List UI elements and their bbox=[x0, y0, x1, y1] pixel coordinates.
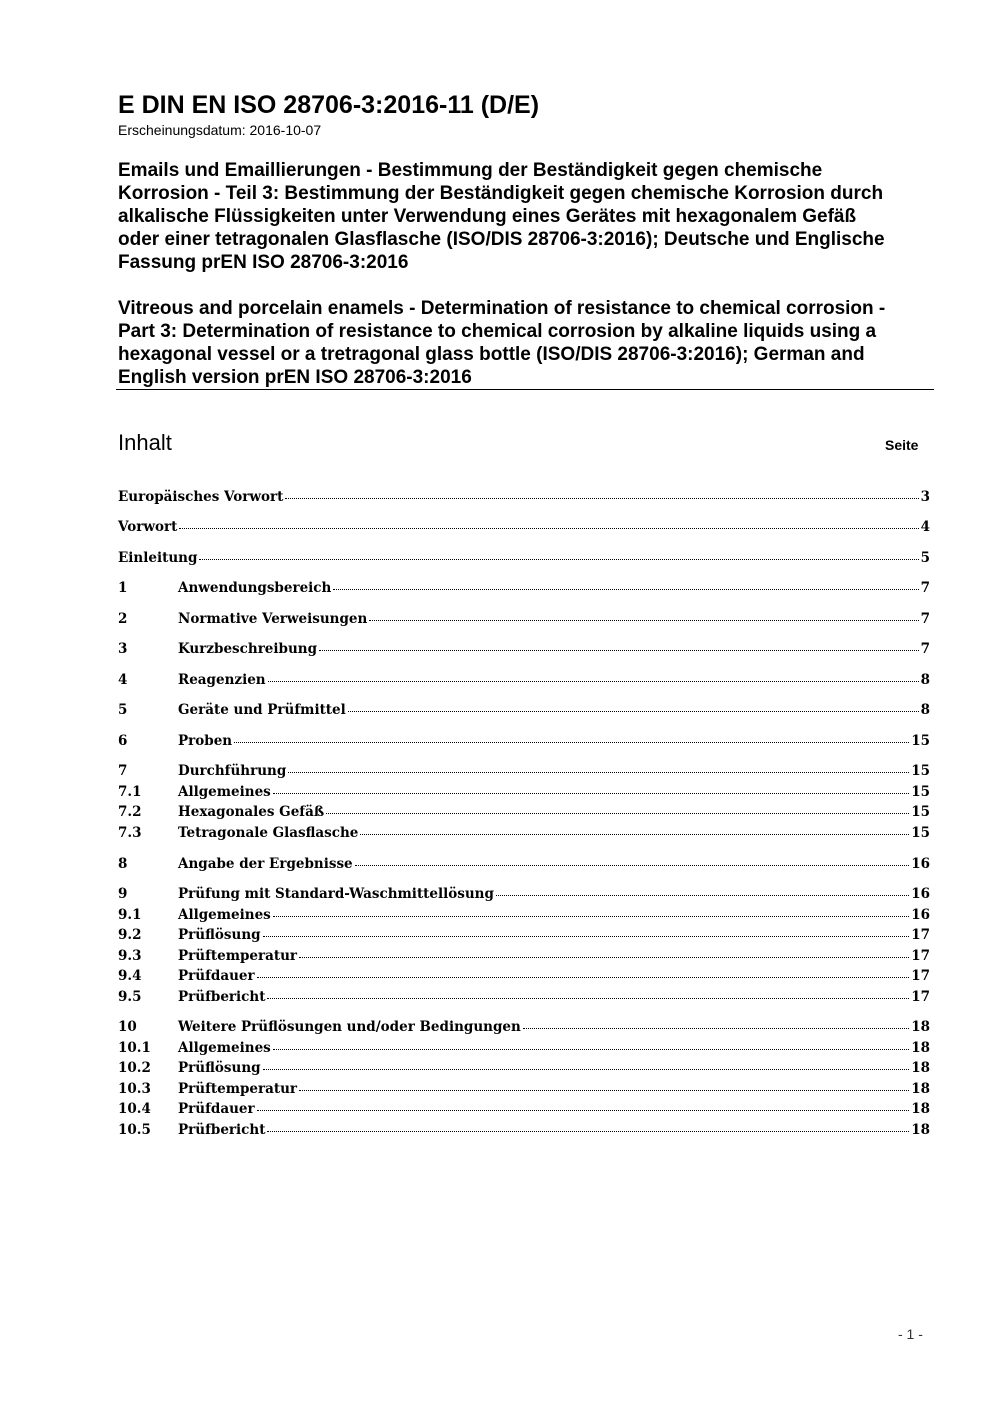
toc-entry-page: 8 bbox=[920, 672, 930, 688]
toc-dot-leader bbox=[299, 1089, 909, 1091]
toc-entry-title: Allgemeines bbox=[178, 784, 271, 800]
german-title-line: Fassung prEN ISO 28706-3:2016 bbox=[118, 252, 409, 273]
toc-entry-title: Einleitung bbox=[118, 550, 198, 566]
toc-entry-page: 16 bbox=[911, 886, 930, 902]
toc-entry-title: Tetragonale Glasflasche bbox=[178, 825, 359, 841]
toc-entry-number: 8 bbox=[118, 856, 128, 872]
toc-entry[interactable] bbox=[118, 700, 930, 720]
toc-dot-leader bbox=[326, 812, 909, 814]
toc-entry-title: Prüfbericht bbox=[178, 989, 266, 1005]
toc-entry-page: 17 bbox=[911, 948, 930, 964]
title-divider bbox=[116, 389, 934, 390]
toc-dot-leader bbox=[333, 588, 918, 590]
toc-entry[interactable] bbox=[118, 782, 930, 802]
toc-dot-leader bbox=[234, 741, 909, 743]
german-title-line: oder einer tetragonalen Glasflasche (ISO/DIS 28706-3:2016); Deutsche und Englische bbox=[118, 229, 885, 250]
toc-entry-number: 7 bbox=[118, 763, 128, 779]
toc-dot-leader bbox=[268, 680, 919, 682]
toc-entry-page: 18 bbox=[911, 1060, 930, 1076]
toc-entry-title: Angabe der Ergebnisse bbox=[178, 856, 353, 872]
german-title-line: Korrosion - Teil 3: Bestimmung der Beständigkeit gegen chemische Korrosion durch bbox=[118, 183, 884, 204]
english-title-line: hexagonal vessel or a tretragonal glass bottle (ISO/DIS 28706-3:2016); German and bbox=[118, 344, 865, 365]
toc-entry-number: 7.3 bbox=[118, 825, 142, 841]
toc-entry-title: Prüfdauer bbox=[178, 968, 255, 984]
toc-entry[interactable] bbox=[118, 517, 930, 537]
toc-entry-title: Durchführung bbox=[178, 763, 287, 779]
toc-entry[interactable] bbox=[118, 1079, 930, 1099]
toc-entry-page: 18 bbox=[911, 1122, 930, 1138]
toc-entry-page: 15 bbox=[911, 733, 930, 749]
toc-dot-leader bbox=[273, 1048, 909, 1050]
toc-entry-page: 17 bbox=[911, 989, 930, 1005]
toc-dot-leader bbox=[267, 1130, 909, 1132]
toc-entry-page: 18 bbox=[911, 1081, 930, 1097]
toc-entry[interactable] bbox=[118, 670, 930, 690]
toc-entry-title: Allgemeines bbox=[178, 1040, 271, 1056]
toc-entry-title: Geräte und Prüfmittel bbox=[178, 702, 346, 718]
toc-entry[interactable] bbox=[118, 823, 930, 843]
page-number: - 1 - bbox=[898, 1326, 923, 1342]
toc-entry[interactable] bbox=[118, 987, 930, 1007]
toc-dot-leader bbox=[319, 649, 919, 651]
toc-entry-title: Kurzbeschreibung bbox=[178, 641, 318, 657]
toc-dot-leader bbox=[273, 915, 909, 917]
toc-entry[interactable] bbox=[118, 1058, 930, 1078]
toc-entry-number: 7.2 bbox=[118, 804, 142, 820]
toc-entry-page: 7 bbox=[920, 611, 930, 627]
toc-entry-number: 9.3 bbox=[118, 948, 142, 964]
publication-date: Erscheinungsdatum: 2016-10-07 bbox=[118, 122, 322, 138]
toc-dot-leader bbox=[273, 792, 909, 794]
toc-dot-leader bbox=[288, 771, 909, 773]
toc-entry[interactable] bbox=[118, 731, 930, 751]
toc-entry-page: 15 bbox=[911, 825, 930, 841]
toc-entry-number: 10.2 bbox=[118, 1060, 151, 1076]
toc-entry-number: 10.1 bbox=[118, 1040, 151, 1056]
toc-entry-page: 3 bbox=[920, 489, 930, 505]
english-title-line: Vitreous and porcelain enamels - Determination of resistance to chemical corrosion - bbox=[118, 298, 886, 319]
toc-entry-number: 9.5 bbox=[118, 989, 142, 1005]
toc-entry-page: 4 bbox=[920, 519, 930, 535]
toc-entry-page: 18 bbox=[911, 1019, 930, 1035]
toc-dot-leader bbox=[179, 527, 918, 529]
toc-dot-leader bbox=[523, 1027, 909, 1029]
toc-entry-number: 3 bbox=[118, 641, 128, 657]
toc-entry-title: Prüflösung bbox=[178, 927, 261, 943]
toc-dot-leader bbox=[348, 710, 919, 712]
toc-entry-page: 16 bbox=[911, 856, 930, 872]
toc-entry[interactable] bbox=[118, 884, 930, 904]
toc-entry-title: Hexagonales Gefäß bbox=[178, 804, 325, 820]
toc-entry-number: 10.3 bbox=[118, 1081, 151, 1097]
toc-entry-title: Weitere Prüflösungen und/oder Bedingungen bbox=[178, 1019, 521, 1035]
toc-entry-number: 2 bbox=[118, 611, 128, 627]
toc-entry[interactable] bbox=[118, 487, 930, 507]
toc-entry-title: Prüftemperatur bbox=[178, 1081, 298, 1097]
toc-entry-page: 7 bbox=[920, 641, 930, 657]
toc-entry[interactable] bbox=[118, 1038, 930, 1058]
toc-dot-leader bbox=[257, 976, 910, 978]
toc-entry[interactable] bbox=[118, 639, 930, 659]
toc-entry-number: 10.4 bbox=[118, 1101, 151, 1117]
english-title bbox=[118, 297, 938, 389]
toc-dot-leader bbox=[263, 1068, 910, 1070]
toc-entry-number: 10.5 bbox=[118, 1122, 151, 1138]
toc-dot-leader bbox=[496, 894, 909, 896]
toc-entry-title: Prüflösung bbox=[178, 1060, 261, 1076]
toc-entry[interactable] bbox=[118, 548, 930, 568]
toc-entry[interactable] bbox=[118, 802, 930, 822]
toc-entry-page: 15 bbox=[911, 804, 930, 820]
document-title: E DIN EN ISO 28706-3:2016-11 (D/E) bbox=[118, 91, 540, 119]
toc-entry-number: 9.4 bbox=[118, 968, 142, 984]
toc-entry[interactable] bbox=[118, 946, 930, 966]
toc-entry-page: 5 bbox=[920, 550, 930, 566]
toc-entry-number: 9 bbox=[118, 886, 128, 902]
toc-dot-leader bbox=[360, 833, 909, 835]
german-title-line: Emails und Emaillierungen - Bestimmung der Beständigkeit gegen chemische bbox=[118, 160, 823, 181]
toc-entry-title: Normative Verweisungen bbox=[178, 611, 368, 627]
toc-entry-number: 9.2 bbox=[118, 927, 142, 943]
toc-entry-title: Prüfdauer bbox=[178, 1101, 255, 1117]
toc-entry-number: 4 bbox=[118, 672, 128, 688]
toc-entry-title: Prüftemperatur bbox=[178, 948, 298, 964]
toc-entry-title: Anwendungsbereich bbox=[178, 580, 332, 596]
toc-entry-title: Prüfbericht bbox=[178, 1122, 266, 1138]
toc-dot-leader bbox=[267, 997, 909, 999]
toc-entry-page: 18 bbox=[911, 1040, 930, 1056]
english-title-line: English version prEN ISO 28706-3:2016 bbox=[118, 367, 472, 388]
toc-dot-leader bbox=[199, 558, 918, 560]
toc-entry-number: 6 bbox=[118, 733, 128, 749]
toc-entry-page: 15 bbox=[911, 784, 930, 800]
german-title bbox=[118, 159, 938, 274]
toc-entry-page: 8 bbox=[920, 702, 930, 718]
toc-entry[interactable] bbox=[118, 609, 930, 629]
toc-heading: Inhalt bbox=[118, 430, 172, 455]
toc-dot-leader bbox=[285, 497, 918, 499]
toc-entry[interactable] bbox=[118, 966, 930, 986]
toc-entry-number: 1 bbox=[118, 580, 128, 596]
toc-entry[interactable] bbox=[118, 854, 930, 874]
toc-dot-leader bbox=[257, 1109, 910, 1111]
toc-dot-leader bbox=[355, 864, 910, 866]
toc-entry[interactable] bbox=[118, 578, 930, 598]
toc-entry-page: 7 bbox=[920, 580, 930, 596]
toc-entry-page: 17 bbox=[911, 968, 930, 984]
toc-entry-title: Reagenzien bbox=[178, 672, 266, 688]
toc-entry-title: Allgemeines bbox=[178, 907, 271, 923]
toc-dot-leader bbox=[263, 935, 910, 937]
toc-entry-number: 9.1 bbox=[118, 907, 142, 923]
toc-entry-number: 5 bbox=[118, 702, 128, 718]
toc-entry[interactable] bbox=[118, 905, 930, 925]
toc-entry-title: Prüfung mit Standard-Waschmittellösung bbox=[178, 886, 494, 902]
toc-entry-number: 10 bbox=[118, 1019, 137, 1035]
toc-entry-page: 16 bbox=[911, 907, 930, 923]
toc-entry-page: 15 bbox=[911, 763, 930, 779]
toc-entry[interactable] bbox=[118, 1017, 930, 1037]
toc-entry-title: Europäisches Vorwort bbox=[118, 489, 284, 505]
toc-entry[interactable] bbox=[118, 1120, 930, 1140]
toc-entry-page: 18 bbox=[911, 1101, 930, 1117]
english-title-line: Part 3: Determination of resistance to chemical corrosion by alkaline liquids using a bbox=[118, 321, 877, 342]
toc-entry[interactable] bbox=[118, 925, 930, 945]
toc-entry-page: 17 bbox=[911, 927, 930, 943]
toc-entry-number: 7.1 bbox=[118, 784, 142, 800]
toc-entry-title: Vorwort bbox=[118, 519, 178, 535]
toc-dot-leader bbox=[299, 956, 909, 958]
toc-entry-title: Proben bbox=[178, 733, 233, 749]
toc-page-label: Seite bbox=[885, 437, 919, 453]
toc-entry[interactable] bbox=[118, 761, 930, 781]
german-title-line: alkalische Flüssigkeiten unter Verwendung eines Gerätes mit hexagonalem Gefäß bbox=[118, 206, 857, 227]
toc-entry[interactable] bbox=[118, 1099, 930, 1119]
toc-dot-leader bbox=[369, 619, 918, 621]
